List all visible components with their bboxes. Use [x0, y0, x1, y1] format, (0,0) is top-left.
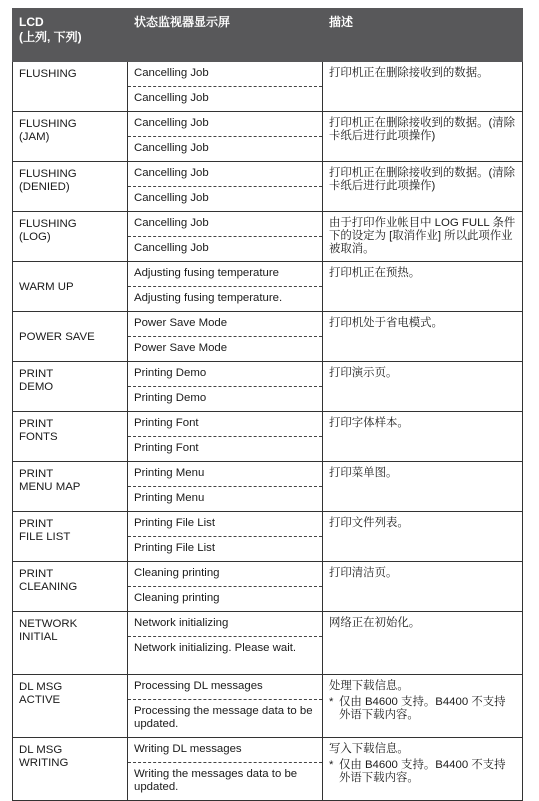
status-monitor-text: Writing the messages data to be updated. — [128, 763, 323, 801]
status-monitor-text: Cancelling Job — [128, 137, 323, 162]
status-monitor-text: Cancelling Job — [128, 237, 323, 262]
description-text: 打印菜单图。 — [329, 467, 398, 479]
table-row — [13, 262, 523, 287]
description-text: 打印机正在预热。 — [329, 267, 421, 279]
description-text: 由于打印作业帐目中 LOG FULL 条件下的设定为 [取消作业] 所以此项作业被取消。 — [329, 217, 516, 255]
footnote — [329, 693, 516, 722]
table-row — [13, 162, 523, 187]
status-monitor-text: Cancelling Job — [128, 212, 323, 237]
status-monitor-text: Printing Font — [128, 437, 323, 462]
lcd-message: FLUSHING (JAM) — [13, 112, 128, 162]
status-monitor-text: Power Save Mode — [128, 337, 323, 362]
footnote-text: 仅由 B4600 支持。B4400 不支持外语下载内容。 — [339, 759, 506, 784]
status-monitor-text: Printing Demo — [128, 387, 323, 412]
status-monitor-text: Cancelling Job — [128, 62, 323, 87]
lcd-message: WARM UP — [13, 262, 128, 312]
lcd-message: DL MSG WRITING — [13, 738, 128, 801]
status-monitor-text: Printing Font — [128, 412, 323, 437]
status-monitor-text: Cleaning printing — [128, 562, 323, 587]
lcd-message: PRINT CLEANING — [13, 562, 128, 612]
status-monitor-text: Network initializing — [128, 612, 323, 637]
table-row — [13, 512, 523, 537]
status-monitor-text: Power Save Mode — [128, 312, 323, 337]
description-cell — [323, 212, 523, 262]
lcd-message: FLUSHING (LOG) — [13, 212, 128, 262]
table-row — [13, 362, 523, 387]
description-text: 打印演示页。 — [329, 367, 398, 379]
status-monitor-text: Printing Menu — [128, 487, 323, 512]
table-row — [13, 612, 523, 637]
lcd-message: PRINT FONTS — [13, 412, 128, 462]
header-status-monitor: 状态监视器显示屏 — [128, 9, 323, 62]
footnote-mark: * — [329, 759, 334, 771]
description-cell — [323, 262, 523, 312]
description-cell — [323, 612, 523, 675]
lcd-message: DL MSG ACTIVE — [13, 675, 128, 738]
lcd-message-table — [12, 8, 523, 801]
status-monitor-text: Cancelling Job — [128, 162, 323, 187]
header-description: 描述 — [323, 9, 523, 62]
table-row — [13, 312, 523, 337]
table-row — [13, 462, 523, 487]
status-monitor-text: Cleaning printing — [128, 587, 323, 612]
status-monitor-text: Writing DL messages — [128, 738, 323, 763]
description-cell — [323, 512, 523, 562]
status-monitor-text: Cancelling Job — [128, 112, 323, 137]
table-header-row — [13, 9, 523, 62]
description-cell — [323, 112, 523, 162]
status-monitor-text: Adjusting fusing temperature. — [128, 287, 323, 312]
table-row — [13, 412, 523, 437]
lcd-message: FLUSHING — [13, 62, 128, 112]
lcd-message: PRINT MENU MAP — [13, 462, 128, 512]
lcd-message: PRINT FILE LIST — [13, 512, 128, 562]
table-body — [13, 62, 523, 801]
lcd-message: NETWORK INITIAL — [13, 612, 128, 675]
table-row — [13, 562, 523, 587]
lcd-message: POWER SAVE — [13, 312, 128, 362]
status-monitor-text: Network initializing. Please wait. — [128, 637, 323, 675]
table-row — [13, 738, 523, 763]
description-text: 网络正在初始化。 — [329, 617, 421, 629]
description-cell — [323, 462, 523, 512]
table-row — [13, 62, 523, 87]
table-row — [13, 212, 523, 237]
description-cell — [323, 362, 523, 412]
description-text: 写入下载信息。 — [329, 743, 409, 755]
description-text: 打印机正在删除接收到的数据。(清除卡纸后进行此项操作) — [329, 117, 516, 142]
header-lcd: LCD (上列, 下列) — [13, 9, 128, 62]
description-text: 打印字体样本。 — [329, 417, 409, 429]
description-cell — [323, 312, 523, 362]
lcd-message: PRINT DEMO — [13, 362, 128, 412]
description-cell — [323, 162, 523, 212]
description-cell — [323, 562, 523, 612]
status-monitor-text: Processing the message data to be updated. — [128, 700, 323, 738]
description-text: 打印机正在删除接收到的数据。(清除卡纸后进行此项操作) — [329, 167, 516, 192]
description-cell — [323, 738, 523, 801]
description-text: 处理下载信息。 — [329, 680, 409, 692]
status-monitor-text: Printing File List — [128, 537, 323, 562]
description-cell — [323, 412, 523, 462]
description-cell — [323, 62, 523, 112]
description-cell — [323, 675, 523, 738]
description-text: 打印文件列表。 — [329, 517, 409, 529]
description-text: 打印机处于省电模式。 — [329, 317, 443, 329]
status-monitor-text: Printing File List — [128, 512, 323, 537]
footnote-text: 仅由 B4600 支持。B4400 不支持外语下载内容。 — [339, 696, 506, 721]
status-monitor-text: Cancelling Job — [128, 187, 323, 212]
table-row — [13, 112, 523, 137]
footnote-mark: * — [329, 696, 334, 708]
status-monitor-text: Adjusting fusing temperature — [128, 262, 323, 287]
footnote — [329, 756, 516, 785]
description-text: 打印机正在删除接收到的数据。 — [329, 67, 489, 79]
table-row — [13, 675, 523, 700]
lcd-message: FLUSHING (DENIED) — [13, 162, 128, 212]
status-monitor-text: Cancelling Job — [128, 87, 323, 112]
status-monitor-text: Printing Demo — [128, 362, 323, 387]
description-text: 打印清洁页。 — [329, 567, 398, 579]
status-monitor-text: Printing Menu — [128, 462, 323, 487]
status-monitor-text: Processing DL messages — [128, 675, 323, 700]
